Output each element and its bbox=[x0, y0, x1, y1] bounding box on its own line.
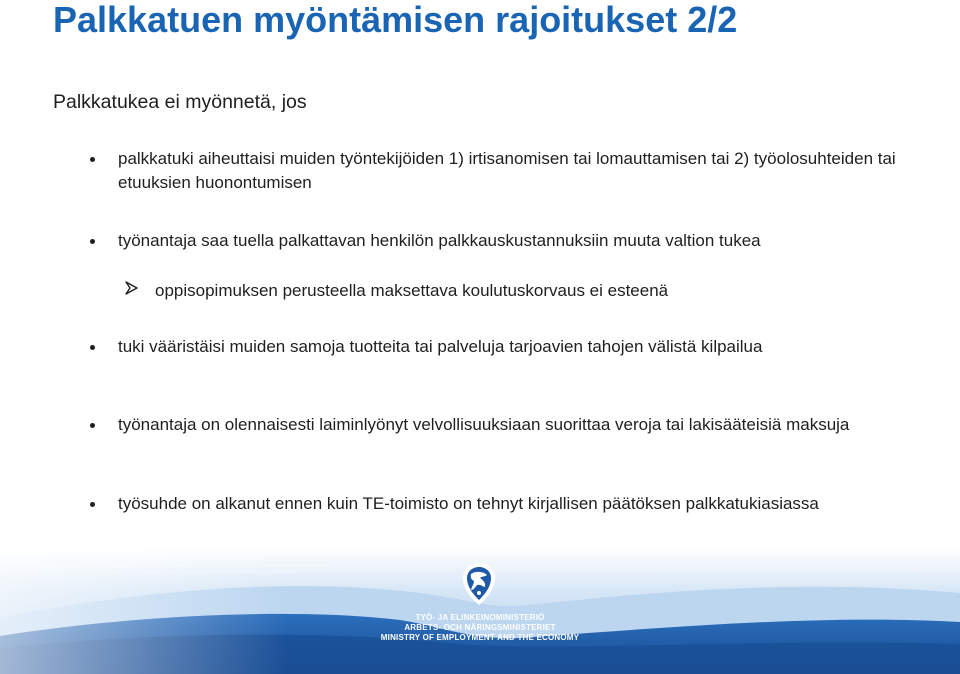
subtitle: Palkkatukea ei myönnetä, jos bbox=[53, 91, 307, 113]
ministry-name-sv: ARBETS- OCH NÄRINGSMINISTERIET bbox=[404, 623, 556, 632]
bullet-text: työnantaja on olennaisesti laiminlyönyt velvollisuuksiaan suorittaa veroja tai lakisääteisiä maksuja bbox=[118, 415, 850, 434]
bullet-item bbox=[118, 335, 938, 359]
ministry-name-en: MINISTRY OF EMPLOYMENT AND THE ECONOMY bbox=[380, 633, 580, 642]
bullet-dot-icon bbox=[90, 345, 95, 350]
page-title: Palkkatuen myöntämisen rajoitukset 2/2 bbox=[53, 0, 738, 40]
bullet-dot-icon bbox=[90, 502, 95, 507]
bullet-text: palkkatuki aiheuttaisi muiden työntekijöiden 1) irtisanomisen tai lomauttamisen tai 2) työolosuhteiden tai etuuksien huonontumisen bbox=[118, 149, 896, 192]
sub-bullet-item bbox=[155, 279, 935, 303]
bullet-dot-icon bbox=[90, 423, 95, 428]
bullet-dot-icon bbox=[90, 239, 95, 244]
ministry-name-fi: TYÖ- JA ELINKEINOMINISTERIÖ bbox=[415, 613, 545, 622]
bullet-item bbox=[118, 229, 938, 253]
bullet-item bbox=[118, 413, 938, 437]
bullet-text: työnantaja saa tuella palkattavan henkilön palkkauskustannuksiin muuta valtion tukea bbox=[118, 231, 761, 250]
finnish-lion-emblem-icon bbox=[455, 560, 503, 608]
bullet-item bbox=[118, 492, 938, 516]
bullet-text: tuki vääristäisi muiden samoja tuotteita tai palveluja tarjoavien tahojen välistä kilpailua bbox=[118, 337, 763, 356]
bullet-dot-icon bbox=[90, 157, 95, 162]
arrow-bullet-icon bbox=[125, 281, 138, 301]
ministry-logo bbox=[455, 560, 503, 608]
bullet-item bbox=[118, 147, 938, 195]
bullet-text: työsuhde on alkanut ennen kuin TE-toimisto on tehnyt kirjallisen päätöksen palkkatukiasiassa bbox=[118, 494, 819, 513]
sub-bullet-text: oppisopimuksen perusteella maksettava koulutuskorvaus ei esteenä bbox=[155, 281, 669, 300]
ministry-name bbox=[0, 613, 960, 643]
